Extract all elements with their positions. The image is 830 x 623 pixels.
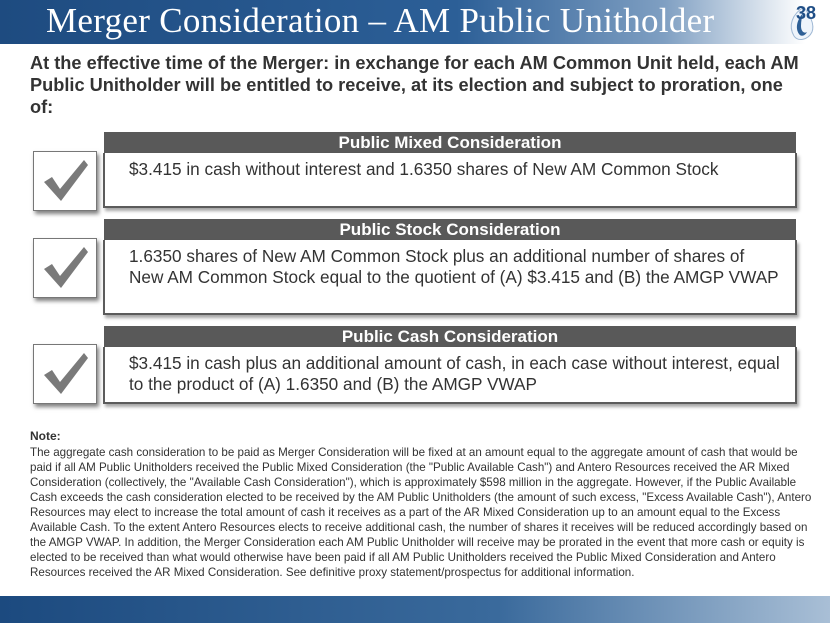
checkbox-checked-icon: [33, 238, 97, 298]
section-box-cash: [103, 347, 797, 404]
section-box-stock: [103, 240, 797, 315]
section-body-stock: 1.6350 shares of New AM Common Stock plus an additional number of shares of New AM Common Stock equal to the quotient of (A) $3.415 and (B) the AMGP VWAP: [129, 246, 779, 287]
page-number: 38: [795, 3, 816, 23]
header-bar: [0, 0, 830, 44]
section-body-cash: $3.415 in cash plus an additional amount of cash, in each case without interest, equal to the product of (A) 1.6350 and (B) the AMGP VWAP: [129, 353, 780, 394]
checkbox-checked-icon: [33, 151, 97, 211]
intro-text: At the effective time of the Merger: in exchange for each AM Common Unit held, each AM Public Unitholder will be entitled to receive, at its election and subject to proration, one of:: [30, 53, 799, 117]
footer-bar: [0, 596, 830, 623]
note-body: The aggregate cash consideration to be paid as Merger Consideration will be fixed at an amount equal to the aggregate amount of cash that would be paid if all AM Public Unitholders received the Public Mixed Consideration (the "Public Available Cash") and Antero Resources received the AR Mixed Consideration (collectively, the "Available Cash Consideration"), which is approximately $598 million in the aggregate. However, if the Public Available Cash exceeds the cash consideration elected to be received by the AM Public Unitholders (the amount of such excess, "Excess Available Cash"), Antero Resources may elect to increase the total amount of cash it receives as a part of the AR Mixed Consideration up to an amount equal to the Excess Available Cash. To the extent Antero Resources elects to receive additional cash, the number of shares it receives will be reduced accordingly based on the AMGP VWAP. In addition, the Merger Consideration each AM Public Unitholder will receive may be prorated in the event that more cash or equity is elected to be received than what would otherwise have been paid if all AM Public Unitholders received the Public Mixed Consideration and Antero Resources received the AR Mixed Consideration. See definitive proxy statement/prospectus for additional information.: [30, 446, 812, 579]
section-header-mixed: Public Mixed Consideration: [104, 132, 796, 153]
slide-title: Merger Consideration – AM Public Unitholder: [46, 1, 715, 40]
section-box-mixed: [103, 153, 797, 208]
note-title: Note:: [30, 429, 61, 443]
section-body-mixed: $3.415 in cash without interest and 1.6350 shares of New AM Common Stock: [129, 159, 719, 179]
section-header-stock: Public Stock Consideration: [104, 219, 796, 240]
checkbox-checked-icon: [33, 344, 97, 404]
section-header-cash: Public Cash Consideration: [104, 326, 796, 347]
